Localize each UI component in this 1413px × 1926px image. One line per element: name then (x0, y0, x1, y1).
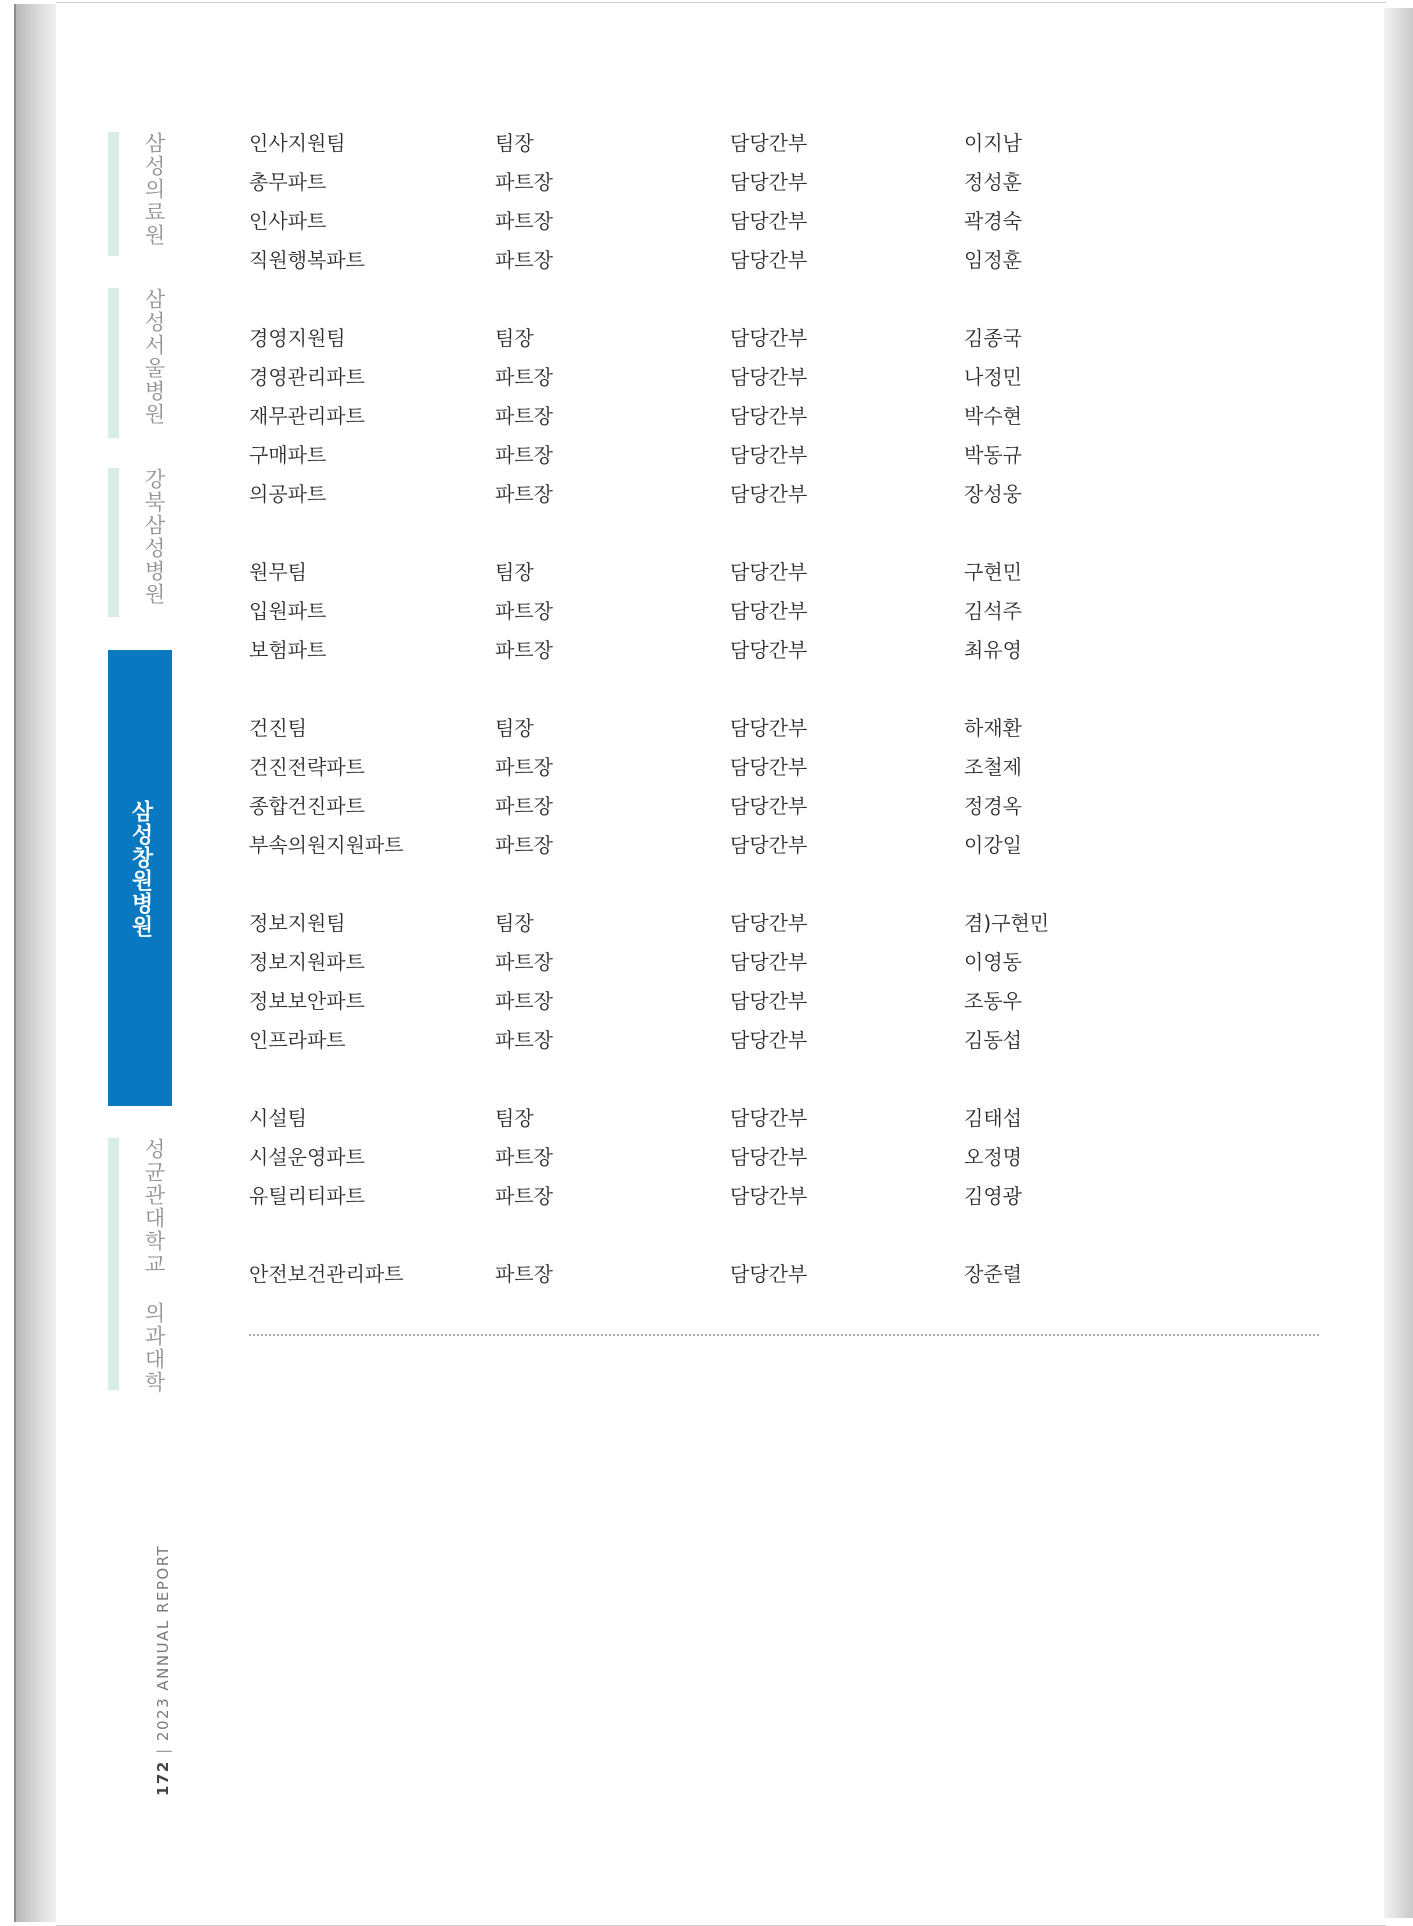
tab-indicator (108, 468, 119, 617)
role-cell: 담당간부 (730, 404, 808, 428)
table-row (249, 475, 1109, 514)
name-cell: 임정훈 (964, 248, 1022, 272)
group-spacer (249, 514, 1109, 553)
table-row (249, 1177, 1109, 1216)
table-row (249, 163, 1109, 202)
side-tab-label: 강북삼성병원 (142, 468, 166, 606)
name-cell: 김석주 (964, 599, 1022, 623)
department-cell: 건진전략파트 (249, 755, 365, 779)
role-cell: 담당간부 (730, 638, 808, 662)
department-cell: 안전보건관리파트 (249, 1262, 404, 1286)
table-row (249, 592, 1109, 631)
position-cell: 파트장 (495, 443, 553, 467)
table-row (249, 358, 1109, 397)
position-cell: 파트장 (495, 989, 553, 1013)
table-row (249, 631, 1109, 670)
role-cell: 담당간부 (730, 482, 808, 506)
position-cell: 파트장 (495, 170, 553, 194)
table-row (249, 1255, 1109, 1294)
name-cell: 김영광 (964, 1184, 1022, 1208)
department-cell: 인사파트 (249, 209, 327, 233)
group-spacer (249, 670, 1109, 709)
name-cell: 최유영 (964, 638, 1022, 662)
department-cell: 건진팀 (249, 716, 307, 740)
department-cell: 원무팀 (249, 560, 307, 584)
department-cell: 보험파트 (249, 638, 327, 662)
table-row (249, 1099, 1109, 1138)
role-cell: 담당간부 (730, 794, 808, 818)
position-cell: 팀장 (495, 1106, 534, 1130)
staff-directory-table (249, 124, 1109, 1294)
name-cell: 김동섭 (964, 1028, 1022, 1052)
role-cell: 담당간부 (730, 599, 808, 623)
table-row (249, 124, 1109, 163)
name-cell: 장준렬 (964, 1262, 1022, 1286)
department-cell: 총무파트 (249, 170, 327, 194)
role-cell: 담당간부 (730, 131, 808, 155)
role-cell: 담당간부 (730, 1028, 808, 1052)
department-cell: 부속의원지원파트 (249, 833, 404, 857)
role-cell: 담당간부 (730, 326, 808, 350)
department-cell: 시설운영파트 (249, 1145, 365, 1169)
group-spacer (249, 1060, 1109, 1099)
position-cell: 팀장 (495, 716, 534, 740)
position-cell: 파트장 (495, 1028, 553, 1052)
group-spacer (249, 280, 1109, 319)
footer-separator: | (154, 1747, 172, 1754)
tab-indicator (108, 288, 119, 438)
position-cell: 파트장 (495, 950, 553, 974)
position-cell: 파트장 (495, 482, 553, 506)
tab-indicator (108, 132, 119, 256)
name-cell: 이영동 (964, 950, 1022, 974)
department-cell: 인사지원팀 (249, 131, 346, 155)
department-cell: 의공파트 (249, 482, 327, 506)
name-cell: 구현민 (964, 560, 1022, 584)
table-row (249, 241, 1109, 280)
side-tab-label: 삼성창원병원 (128, 800, 153, 938)
department-cell: 정보보안파트 (249, 989, 365, 1013)
name-cell: 하재환 (964, 716, 1022, 740)
name-cell: 박수현 (964, 404, 1022, 428)
side-tab-label: 성균관대학교 의과대학 (142, 1138, 166, 1394)
table-row (249, 982, 1109, 1021)
name-cell: 이강일 (964, 833, 1022, 857)
table-row (249, 202, 1109, 241)
name-cell: 이지남 (964, 131, 1022, 155)
name-cell: 김태섭 (964, 1106, 1022, 1130)
table-row (249, 397, 1109, 436)
role-cell: 담당간부 (730, 443, 808, 467)
position-cell: 파트장 (495, 404, 553, 428)
table-row (249, 709, 1109, 748)
department-cell: 정보지원팀 (249, 911, 346, 935)
side-tab-samsung-changwon-hospital[interactable] (108, 650, 172, 1106)
position-cell: 파트장 (495, 365, 553, 389)
position-cell: 파트장 (495, 1145, 553, 1169)
page-number: 172 (154, 1760, 172, 1796)
department-cell: 정보지원파트 (249, 950, 365, 974)
side-tab-label: 삼성서울병원 (142, 288, 166, 426)
position-cell: 파트장 (495, 794, 553, 818)
name-cell: 조동우 (964, 989, 1022, 1013)
name-cell: 조철제 (964, 755, 1022, 779)
tab-indicator (108, 1138, 119, 1390)
department-cell: 입원파트 (249, 599, 327, 623)
role-cell: 담당간부 (730, 248, 808, 272)
role-cell: 담당간부 (730, 560, 808, 584)
role-cell: 담당간부 (730, 911, 808, 935)
table-row (249, 943, 1109, 982)
page-edge-shadow (1384, 8, 1413, 1918)
position-cell: 파트장 (495, 1262, 553, 1286)
position-cell: 파트장 (495, 248, 553, 272)
table-row (249, 748, 1109, 787)
position-cell: 파트장 (495, 755, 553, 779)
role-cell: 담당간부 (730, 755, 808, 779)
department-cell: 종합건진파트 (249, 794, 365, 818)
position-cell: 팀장 (495, 131, 534, 155)
position-cell: 팀장 (495, 326, 534, 350)
department-cell: 경영관리파트 (249, 365, 365, 389)
role-cell: 담당간부 (730, 209, 808, 233)
role-cell: 담당간부 (730, 365, 808, 389)
table-row (249, 436, 1109, 475)
table-row (249, 904, 1109, 943)
department-cell: 직원행복파트 (249, 248, 365, 272)
position-cell: 파트장 (495, 209, 553, 233)
role-cell: 담당간부 (730, 989, 808, 1013)
report-title: 2023 ANNUAL REPORT (154, 1544, 172, 1742)
name-cell: 나정민 (964, 365, 1022, 389)
table-row (249, 553, 1109, 592)
position-cell: 팀장 (495, 911, 534, 935)
page-footer (154, 1546, 174, 1796)
department-cell: 재무관리파트 (249, 404, 365, 428)
group-spacer (249, 865, 1109, 904)
position-cell: 파트장 (495, 599, 553, 623)
role-cell: 담당간부 (730, 1106, 808, 1130)
table-row (249, 787, 1109, 826)
name-cell: 김종국 (964, 326, 1022, 350)
position-cell: 파트장 (495, 638, 553, 662)
role-cell: 담당간부 (730, 170, 808, 194)
role-cell: 담당간부 (730, 1184, 808, 1208)
role-cell: 담당간부 (730, 1262, 808, 1286)
name-cell: 곽경숙 (964, 209, 1022, 233)
department-cell: 유틸리티파트 (249, 1184, 365, 1208)
position-cell: 파트장 (495, 1184, 553, 1208)
table-row (249, 1138, 1109, 1177)
group-spacer (249, 1216, 1109, 1255)
department-cell: 경영지원팀 (249, 326, 346, 350)
position-cell: 파트장 (495, 833, 553, 857)
role-cell: 담당간부 (730, 716, 808, 740)
name-cell: 오정명 (964, 1145, 1022, 1169)
role-cell: 담당간부 (730, 950, 808, 974)
role-cell: 담당간부 (730, 833, 808, 857)
department-cell: 구매파트 (249, 443, 327, 467)
department-cell: 시설팀 (249, 1106, 307, 1130)
name-cell: 정성훈 (964, 170, 1022, 194)
side-tab-label: 삼성의료원 (142, 132, 166, 247)
name-cell: 장성웅 (964, 482, 1022, 506)
dotted-divider (249, 1334, 1319, 1336)
table-row (249, 826, 1109, 865)
table-row (249, 1021, 1109, 1060)
name-cell: 겸)구현민 (964, 911, 1050, 935)
department-cell: 인프라파트 (249, 1028, 346, 1052)
table-row (249, 319, 1109, 358)
name-cell: 박동규 (964, 443, 1022, 467)
role-cell: 담당간부 (730, 1145, 808, 1169)
book-spine-shadow (14, 4, 62, 1922)
position-cell: 팀장 (495, 560, 534, 584)
name-cell: 정경옥 (964, 794, 1022, 818)
